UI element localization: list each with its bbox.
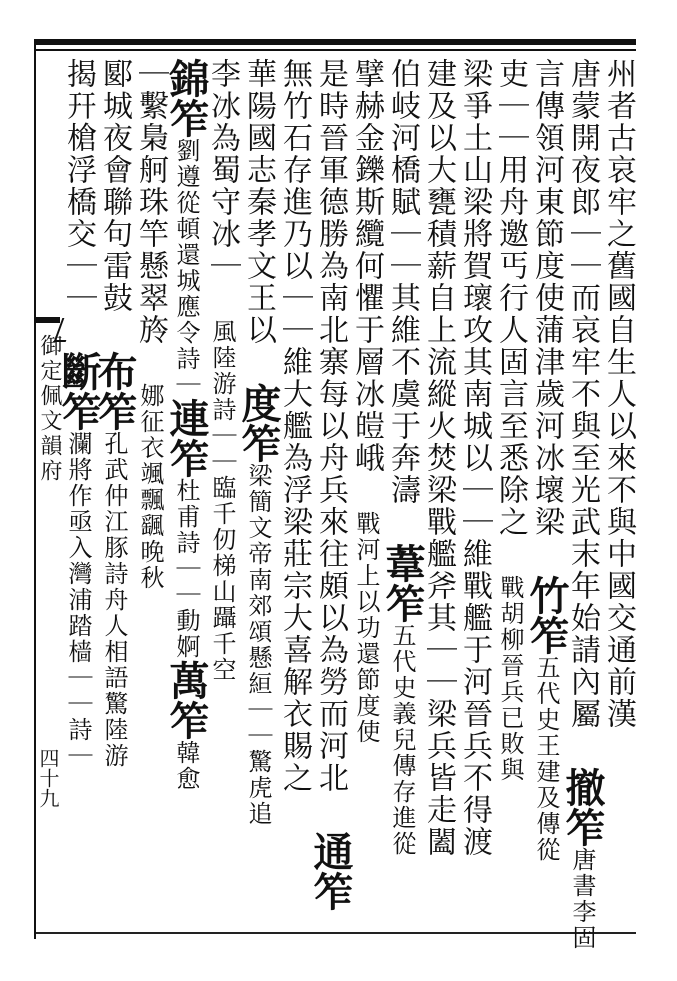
entry-citation: 劉遵從頓還城應令詩｜ (172, 138, 200, 398)
top-border-thin (34, 49, 636, 51)
entry-citation: 婀 (172, 634, 200, 660)
column-text: 擘赫金鑠斯纜何懼于層冰皚峨 (349, 58, 384, 474)
text-column-3 (523, 58, 570, 863)
column-text: 華陽國志秦孝文王以 (241, 58, 276, 346)
entry-citation: 風陸游詩｜｜臨千仞梯山躡千空 (208, 319, 236, 683)
text-column-4 (492, 58, 528, 783)
column-text: 唐蒙開夜郎｜｜而哀牢不與至光武末年始請內屬 (565, 58, 600, 730)
entry-headword: 度笮 (235, 383, 282, 463)
entry-citation: 詩｜ (64, 717, 92, 769)
text-column-11 (235, 58, 282, 827)
text-column-16 (55, 58, 102, 769)
text-column-9 (307, 58, 354, 911)
text-column-8 (348, 58, 384, 745)
column-text: 梁爭土山梁將賀瓌攻其南城以｜｜維戰艦于河晉兵不得渡 (457, 58, 492, 858)
text-column-12 (204, 58, 240, 683)
top-border-thick (34, 39, 636, 45)
entry-headword: 錦笮 (163, 58, 210, 138)
entry-headword: 葦笮 (379, 543, 426, 623)
entry-citation: 五代史王建及傳從 (532, 655, 560, 863)
column-text: 郾城夜會聯句雷鼓 (97, 58, 132, 314)
text-column-7 (379, 58, 426, 857)
entry-citation: 晚秋 (136, 539, 164, 591)
text-column-14 (132, 58, 168, 591)
column-text: 無竹石存進乃以｜｜維大艦為浮梁莊宗大喜解衣賜之 (277, 58, 312, 794)
text-column-13 (163, 58, 210, 792)
text-column-2 (559, 58, 606, 951)
column-text: 揭幵槍浮橋交｜｜ (61, 58, 96, 314)
entry-citation: 孔武仲江豚詩舟人相語驚 (100, 431, 128, 717)
entry-citation: 瀾將作亟入灣浦踏樯｜｜ (64, 431, 92, 717)
entry-citation: 陸游 (100, 717, 128, 769)
entry-citation: 五代史義兒傳存進從 (388, 623, 416, 857)
column-text: 州者古哀牢之舊國自生人以來不與中國交通前漢 (601, 58, 636, 730)
column-text: 是時晉軍德勝為南北寨每以舟兵來往頗以為勞而河北 (313, 58, 348, 794)
column-text: 吏｜｜用舟邀丐行人固言至悉除之 (493, 58, 528, 538)
text-column-5 (456, 58, 492, 858)
entry-citation: 戰胡柳晉兵已敗與 (496, 575, 524, 783)
page-number: 四十九 (36, 748, 60, 808)
column-text: 李冰為蜀守冰｜ (205, 58, 240, 282)
entry-headword: 萬笮 (163, 660, 210, 740)
entry-citation: 唐書李固 (568, 847, 596, 951)
entry-citation: 韓愈 (172, 740, 200, 792)
book-title: 御定佩文韻府 (37, 334, 62, 484)
column-text: 言傳領河東節度使蒲津歲河冰壞梁 (529, 58, 564, 538)
entry-headword: 布笮 (91, 351, 138, 431)
entry-headword: 竹笮 (523, 575, 570, 655)
column-text: 建及以大甕積薪自上流縱火焚梁戰艦斧其｜｜梁兵皆走闔 (421, 58, 456, 858)
entry-citation: 娜征衣颯飄颻 (136, 383, 164, 539)
text-column-6 (420, 58, 456, 858)
entry-headword: 撤笮 (559, 767, 606, 847)
bottom-border (36, 932, 636, 934)
gutter-fishtail-mark (34, 317, 60, 323)
entry-headword: 斷笮 (55, 351, 102, 431)
entry-citation: 戰河上以功還節度使 (352, 511, 380, 745)
entry-headword: 連笮 (163, 398, 210, 478)
entry-headword: 通笮 (307, 831, 354, 911)
column-text: ｜繫梟舸珠竿懸翠旍 (133, 58, 168, 346)
text-column-1 (600, 58, 636, 730)
entry-citation: 杜甫詩｜｜動 (172, 478, 200, 634)
entry-citation: 梁簡文帝南郊頌懸絙｜｜驚虎追 (244, 463, 272, 827)
column-text: 伯岐河橋賦｜｜其維不虞于奔濤 (385, 58, 420, 506)
